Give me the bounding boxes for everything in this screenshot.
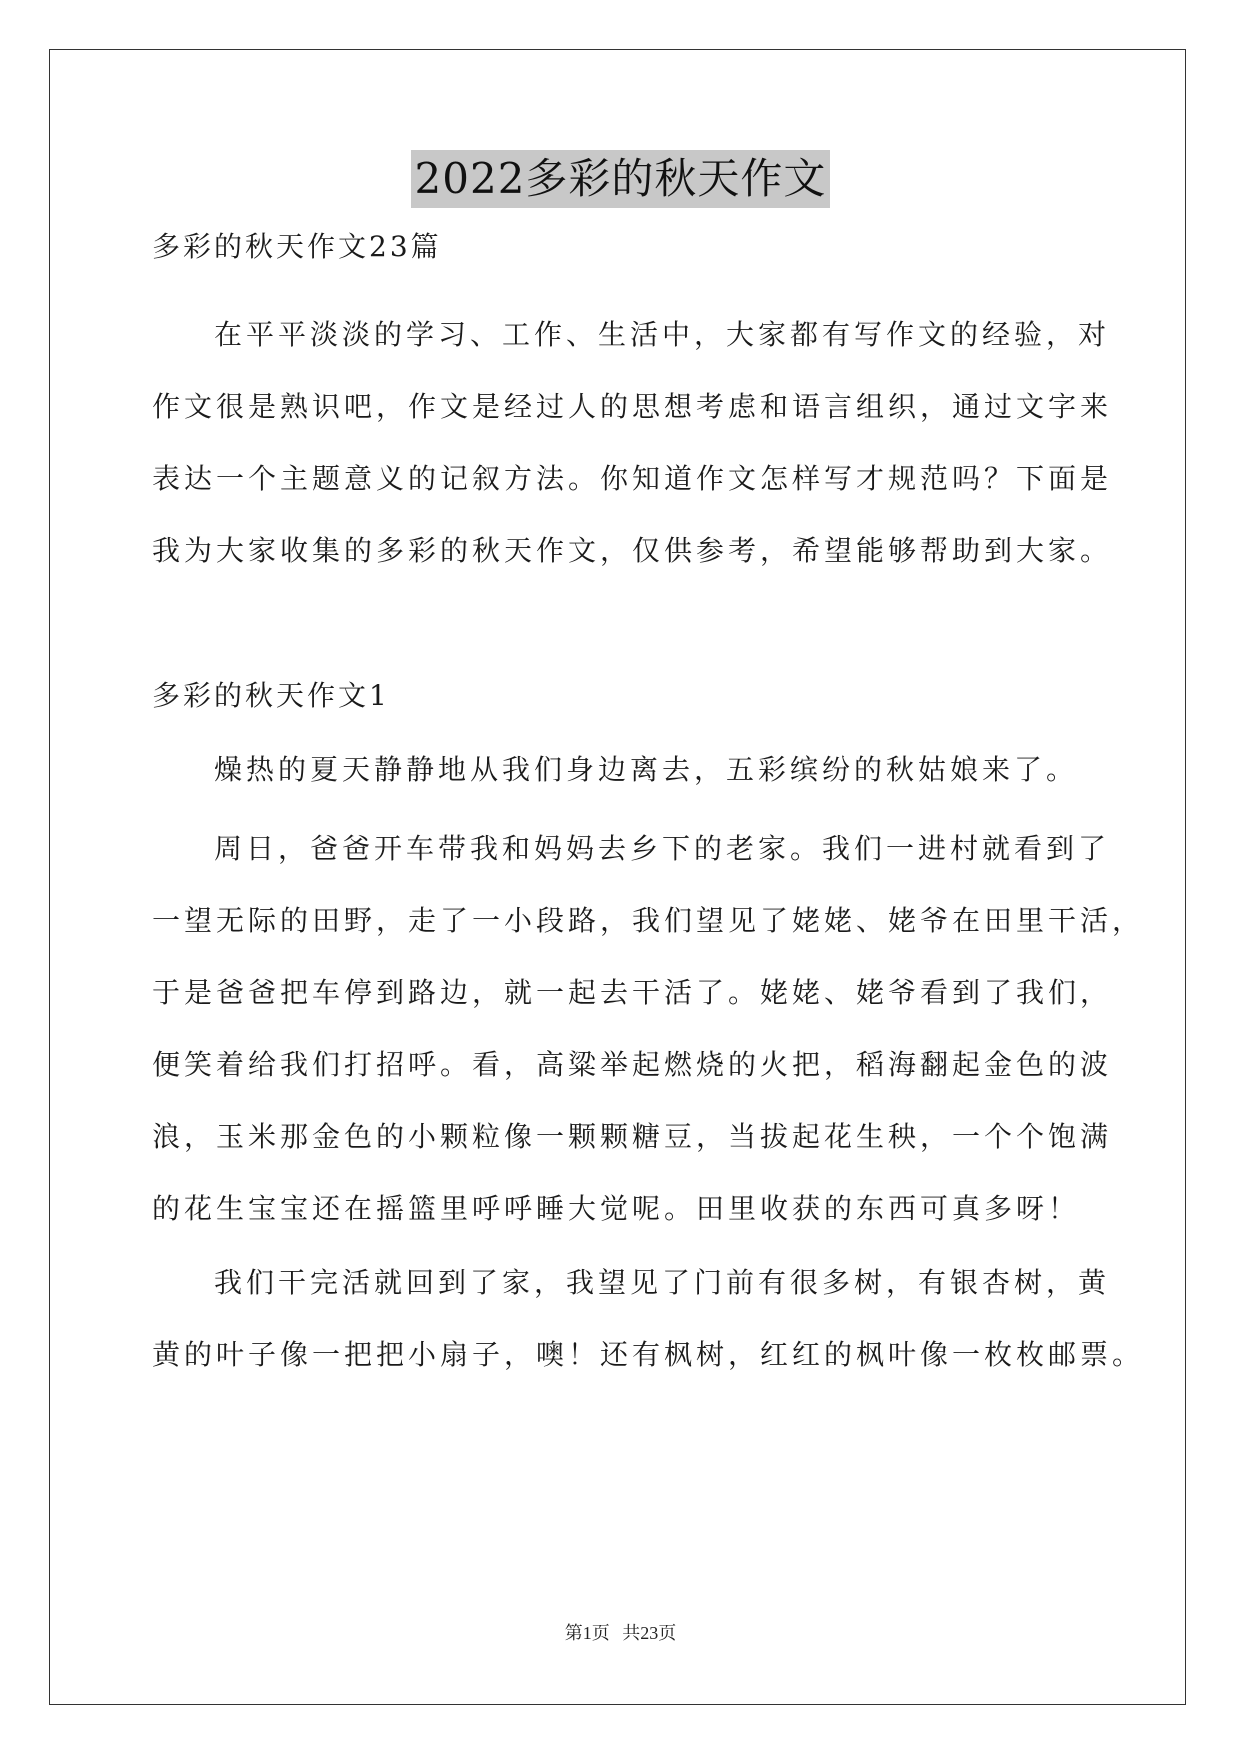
intro-line: 表达一个主题意义的记叙方法。你知道作文怎样写才规范吗？下面是 bbox=[152, 462, 1113, 495]
page-footer bbox=[0, 1621, 1241, 1645]
paragraph-line: 我们干完活就回到了家，我望见了门前有很多树，有银杏树，黄 bbox=[214, 1266, 1111, 1299]
page-number-current: 第1页 bbox=[564, 1623, 610, 1643]
paragraph-line: 一望无际的田野，走了一小段路，我们望见了姥姥、姥爷在田里干活， bbox=[152, 904, 1145, 937]
paragraph-line: 的花生宝宝还在摇篮里呼呼睡大觉呢。田里收获的东西可真多呀！ bbox=[152, 1192, 1081, 1225]
subtitle: 多彩的秋天作文23篇 bbox=[152, 230, 442, 263]
paragraph-line: 燥热的夏天静静地从我们身边离去，五彩缤纷的秋姑娘来了。 bbox=[214, 753, 1079, 786]
page-number-total: 共23页 bbox=[622, 1623, 677, 1643]
paragraph-line: 黄的叶子像一把把小扇子，噢！还有枫树，红红的枫叶像一枚枚邮票。 bbox=[152, 1338, 1145, 1371]
paragraph-line: 便笑着给我们打招呼。看，高粱举起燃烧的火把，稻海翻起金色的波 bbox=[152, 1048, 1113, 1081]
intro-line: 我为大家收集的多彩的秋天作文，仅供参考，希望能够帮助到大家。 bbox=[152, 534, 1113, 567]
page-border bbox=[49, 49, 1186, 1705]
intro-line: 作文很是熟识吧，作文是经过人的思想考虑和语言组织，通过文字来 bbox=[152, 390, 1113, 423]
document-title: 2022多彩的秋天作文 bbox=[411, 150, 831, 208]
section-heading: 多彩的秋天作文1 bbox=[152, 679, 390, 712]
paragraph-line: 于是爸爸把车停到路边，就一起去干活了。姥姥、姥爷看到了我们， bbox=[152, 976, 1113, 1009]
title-container bbox=[0, 150, 1241, 208]
intro-line: 在平平淡淡的学习、工作、生活中，大家都有写作文的经验，对 bbox=[214, 318, 1111, 351]
paragraph-line: 浪，玉米那金色的小颗粒像一颗颗糖豆，当拔起花生秧，一个个饱满 bbox=[152, 1120, 1113, 1153]
paragraph-line: 周日，爸爸开车带我和妈妈去乡下的老家。我们一进村就看到了 bbox=[214, 832, 1111, 865]
